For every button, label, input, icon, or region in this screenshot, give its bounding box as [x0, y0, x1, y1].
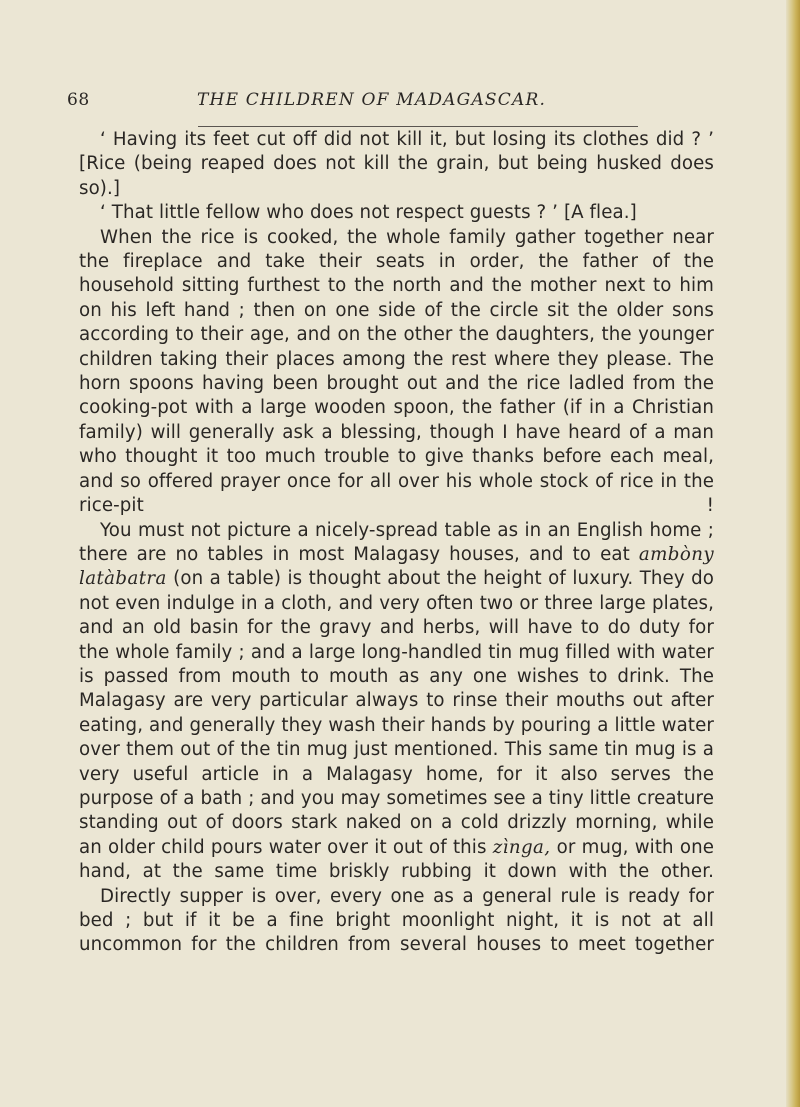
paragraph-bedtime: [79, 885, 714, 958]
bedtime-text: Directly supper is over, every one as a general rule is ready for bed ; but if it be a fine bright moonlight night, it is not at all uncommon for the children from several houses to meet together: [79, 885, 714, 956]
running-title: THE CHILDREN OF MADAGASCAR.: [197, 90, 547, 110]
supper-seating-text: When the rice is cooked, the whole family gather together near the fireplace and take their seats in order, the father of the household sitting furthest to the north and the mother next to him on his left hand ; then on one side of the circle sit the older sons according to their age, and on the other the daughters, the younger children taking their places among the rest where they please. The horn spoons having been brought out and the rice ladled from the cooking-pot with a large wooden spoon, the father (if in a Christian family) will generally ask a blessing, though I have heard of a man who thought it too much trouble to give thanks before each meal, and so offered prayer once for all over his whole stock of rice in the rice-pit !: [79, 226, 714, 517]
page-number: 68: [67, 90, 90, 110]
running-head: [67, 90, 707, 120]
paragraph-supper-seating: [79, 226, 714, 519]
no-tables-text-c: or mug, with one hand, at the same time briskly rubbing it down with the other.: [79, 836, 714, 883]
malagasy-term-zinga: zìnga,: [492, 836, 551, 858]
header-rule: [198, 126, 638, 127]
paragraph-riddle-rice: [79, 128, 714, 201]
riddle-flea-text: ‘ That little fellow who does not respect guests ? ’ [A flea.]: [100, 202, 637, 224]
no-tables-text-b: (on a table) is thought about the height of luxury. They do not even indulge in a cloth, and very often two or three large plates, and an old basin for the gravy and herbs, will have to do duty for the whole family ; and a large long-handled tin mug filled with water is passed from mouth to mouth as any one wishes to drink. The Malagasy are very particular always to rinse their mouths out after eating, and generally they wash their hands by pouring a little water over them out of the tin mug just mentioned. This same tin mug is a very useful article in a Malagasy home, for it also serves the purpose of a bath ; and you may sometimes see a tiny little creature standing out of doors stark naked on a cold drizzly morning, while an older child pours water over it out of this: [79, 568, 714, 858]
riddle-rice-text: ‘ Having its feet cut off did not kill it, but losing its clothes did ? ’ [Rice (being reaped does not kill the grain, but being husked does so).]: [79, 129, 714, 199]
body-text: [79, 128, 714, 958]
paragraph-riddle-flea: [79, 201, 714, 225]
no-tables-text-a: You must not picture a nicely-spread table as in an English home ; there are no tables in most Malagasy houses, and to eat: [79, 519, 714, 565]
malagasy-term-ambony: ambòny latàbatra: [79, 543, 714, 590]
paragraph-no-tables: [79, 519, 714, 885]
page-edge: [786, 0, 800, 1107]
